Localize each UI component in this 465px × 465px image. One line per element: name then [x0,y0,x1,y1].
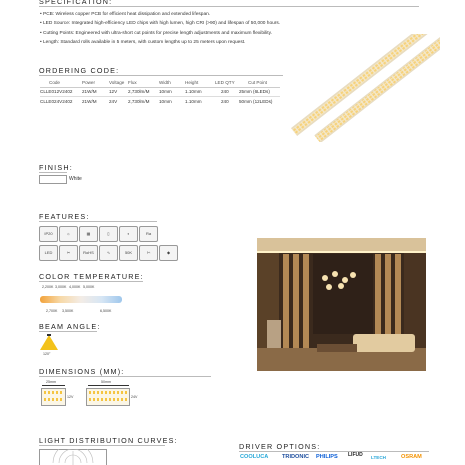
room-photo [257,238,426,371]
color-temp-divider [39,281,143,282]
table-cell: 12V [109,89,118,95]
scissors-icon: ✄ [139,245,158,261]
dimension-right-line [88,385,129,386]
ordering-header-row [40,78,280,87]
driver-logo-tridonic: TRIDONIC [282,454,310,460]
table-cell: 21W/M [82,98,97,104]
driver-logo-osram: OSRAM [401,454,422,460]
dimension-right-label: 50mm [101,380,111,384]
flexible-icon: ∿ [99,245,118,261]
dimension-right-strip [86,388,130,406]
ordering-header-cell: Flux [128,79,137,85]
led-strip-image [290,34,440,142]
table-row [40,87,280,97]
table-cell: 240 [221,89,229,95]
color-temp-gradient [40,296,122,303]
features-title: FEATURES: [39,212,90,221]
finish-swatch [39,175,67,184]
table-cell: 21W/M [82,89,97,95]
table-cell: 24V [109,98,118,104]
spec-bullet: • PCB: Wireless copper PCB for efficient heat dissipation and extended lifespan. [40,12,211,17]
driver-logo-lifud: LIFUD [348,452,363,458]
cut-icon: ✂ [59,245,78,261]
color-temp-label: 2,200K [42,285,54,289]
table-cell: CLLE012V2402 [40,89,73,95]
color-temp-label: 3,000K [55,285,67,289]
table-cell: 10mm [159,98,172,104]
spec-bullet: • LED Source: Integrated high-efficiency LED chips with high lumen, high CRI (>90) and lifespan of 50,000 hours. [40,21,281,27]
table-cell: 2,730lm/M [128,98,150,104]
driver-logo-philips: PHILIPS [316,454,338,460]
driver-options-title: DRIVER OPTIONS: [239,442,321,451]
table-cell: 1.10mm [185,98,202,104]
warranty-icon: ◆ [159,245,178,261]
ordering-header-cell: Power [82,79,96,85]
mobile-icon: ▯ [99,226,118,242]
dimensions-title: DIMENSIONS (MM): [39,367,125,376]
table-cell: 240 [221,98,229,104]
spec-bullets [40,10,280,47]
lifespan-icon: 50K [119,245,138,261]
chip-icon: ▦ [79,226,98,242]
color-temp-label: 3,500K [62,309,74,313]
color-temp-label: 6,500K [100,309,112,313]
driver-options-divider [239,451,429,452]
rohs-icon: RoHS [79,245,98,261]
ordering-header-cell: LED QTY [215,79,235,85]
beam-angle-icon [39,333,59,353]
color-temp-label: 5,000K [83,285,95,289]
light-distribution-title: LIGHT DISTRIBUTION CURVES: [39,436,178,445]
spec-bullet: • Length: Standard rolls available in 5 meters, with custom lengths up to 25 meters upon request. [40,39,246,45]
dimension-right-voltage: 24V [131,395,138,399]
spec-divider [39,6,419,7]
color-temp-title: COLOR TEMPERATURE: [39,272,144,281]
driver-logo-cooluca: COOLUCA [240,454,269,460]
led-icon: LED [39,245,58,261]
color-temp-label: 2,700K [46,309,58,313]
ordering-header-cell: Voltage [109,79,125,85]
ordering-title: ORDERING CODE: [39,66,120,75]
dimmable-icon: ◐ [119,226,138,242]
ordering-header-cell: Height [185,79,199,85]
finish-value: White [69,176,82,182]
dimensions-divider [39,376,211,377]
light-distribution-divider [39,445,165,446]
table-row [40,97,280,106]
table-cell: CLLE024V2402 [40,98,73,104]
spec-bullet: • Cutting Points: Engineered with ultra-short cut points for precise length adjustments and maximum flexibility. [40,30,272,36]
table-cell: 1.10mm [185,89,202,95]
driver-logo-ltech: LTECH [371,455,386,460]
spec-title: SPECIFICATION: [39,0,113,6]
light-distribution-chart [39,449,107,465]
cri-icon: Ra [139,226,158,242]
beam-title: BEAM ANGLE: [39,322,101,331]
dimension-left-strip [41,388,66,406]
ordering-header-cell: Width [159,79,171,85]
dimension-left-voltage: 12V [67,395,74,399]
bulb-icon: ☼ [59,226,78,242]
color-temp-label: 4,000K [69,285,81,289]
features-divider [39,221,157,222]
table-cell: 10mm [159,89,172,95]
ordering-divider [39,75,283,76]
dimension-left-line [42,385,65,386]
ordering-table [40,78,280,106]
ip20-icon: IP20 [39,226,58,242]
table-cell: 50mm (12LEDs) [239,98,273,104]
ordering-header-cell: Cut Point [248,79,267,85]
finish-divider [39,172,67,173]
table-cell: 25mm (6LEDs) [239,89,270,95]
beam-divider [39,331,97,332]
dimension-left-label: 25mm [46,380,56,384]
ordering-header-cell: Code [49,79,60,85]
beam-value: 120° [43,352,51,356]
table-cell: 2,730lm/M [128,89,150,95]
finish-title: FINISH: [39,163,73,172]
